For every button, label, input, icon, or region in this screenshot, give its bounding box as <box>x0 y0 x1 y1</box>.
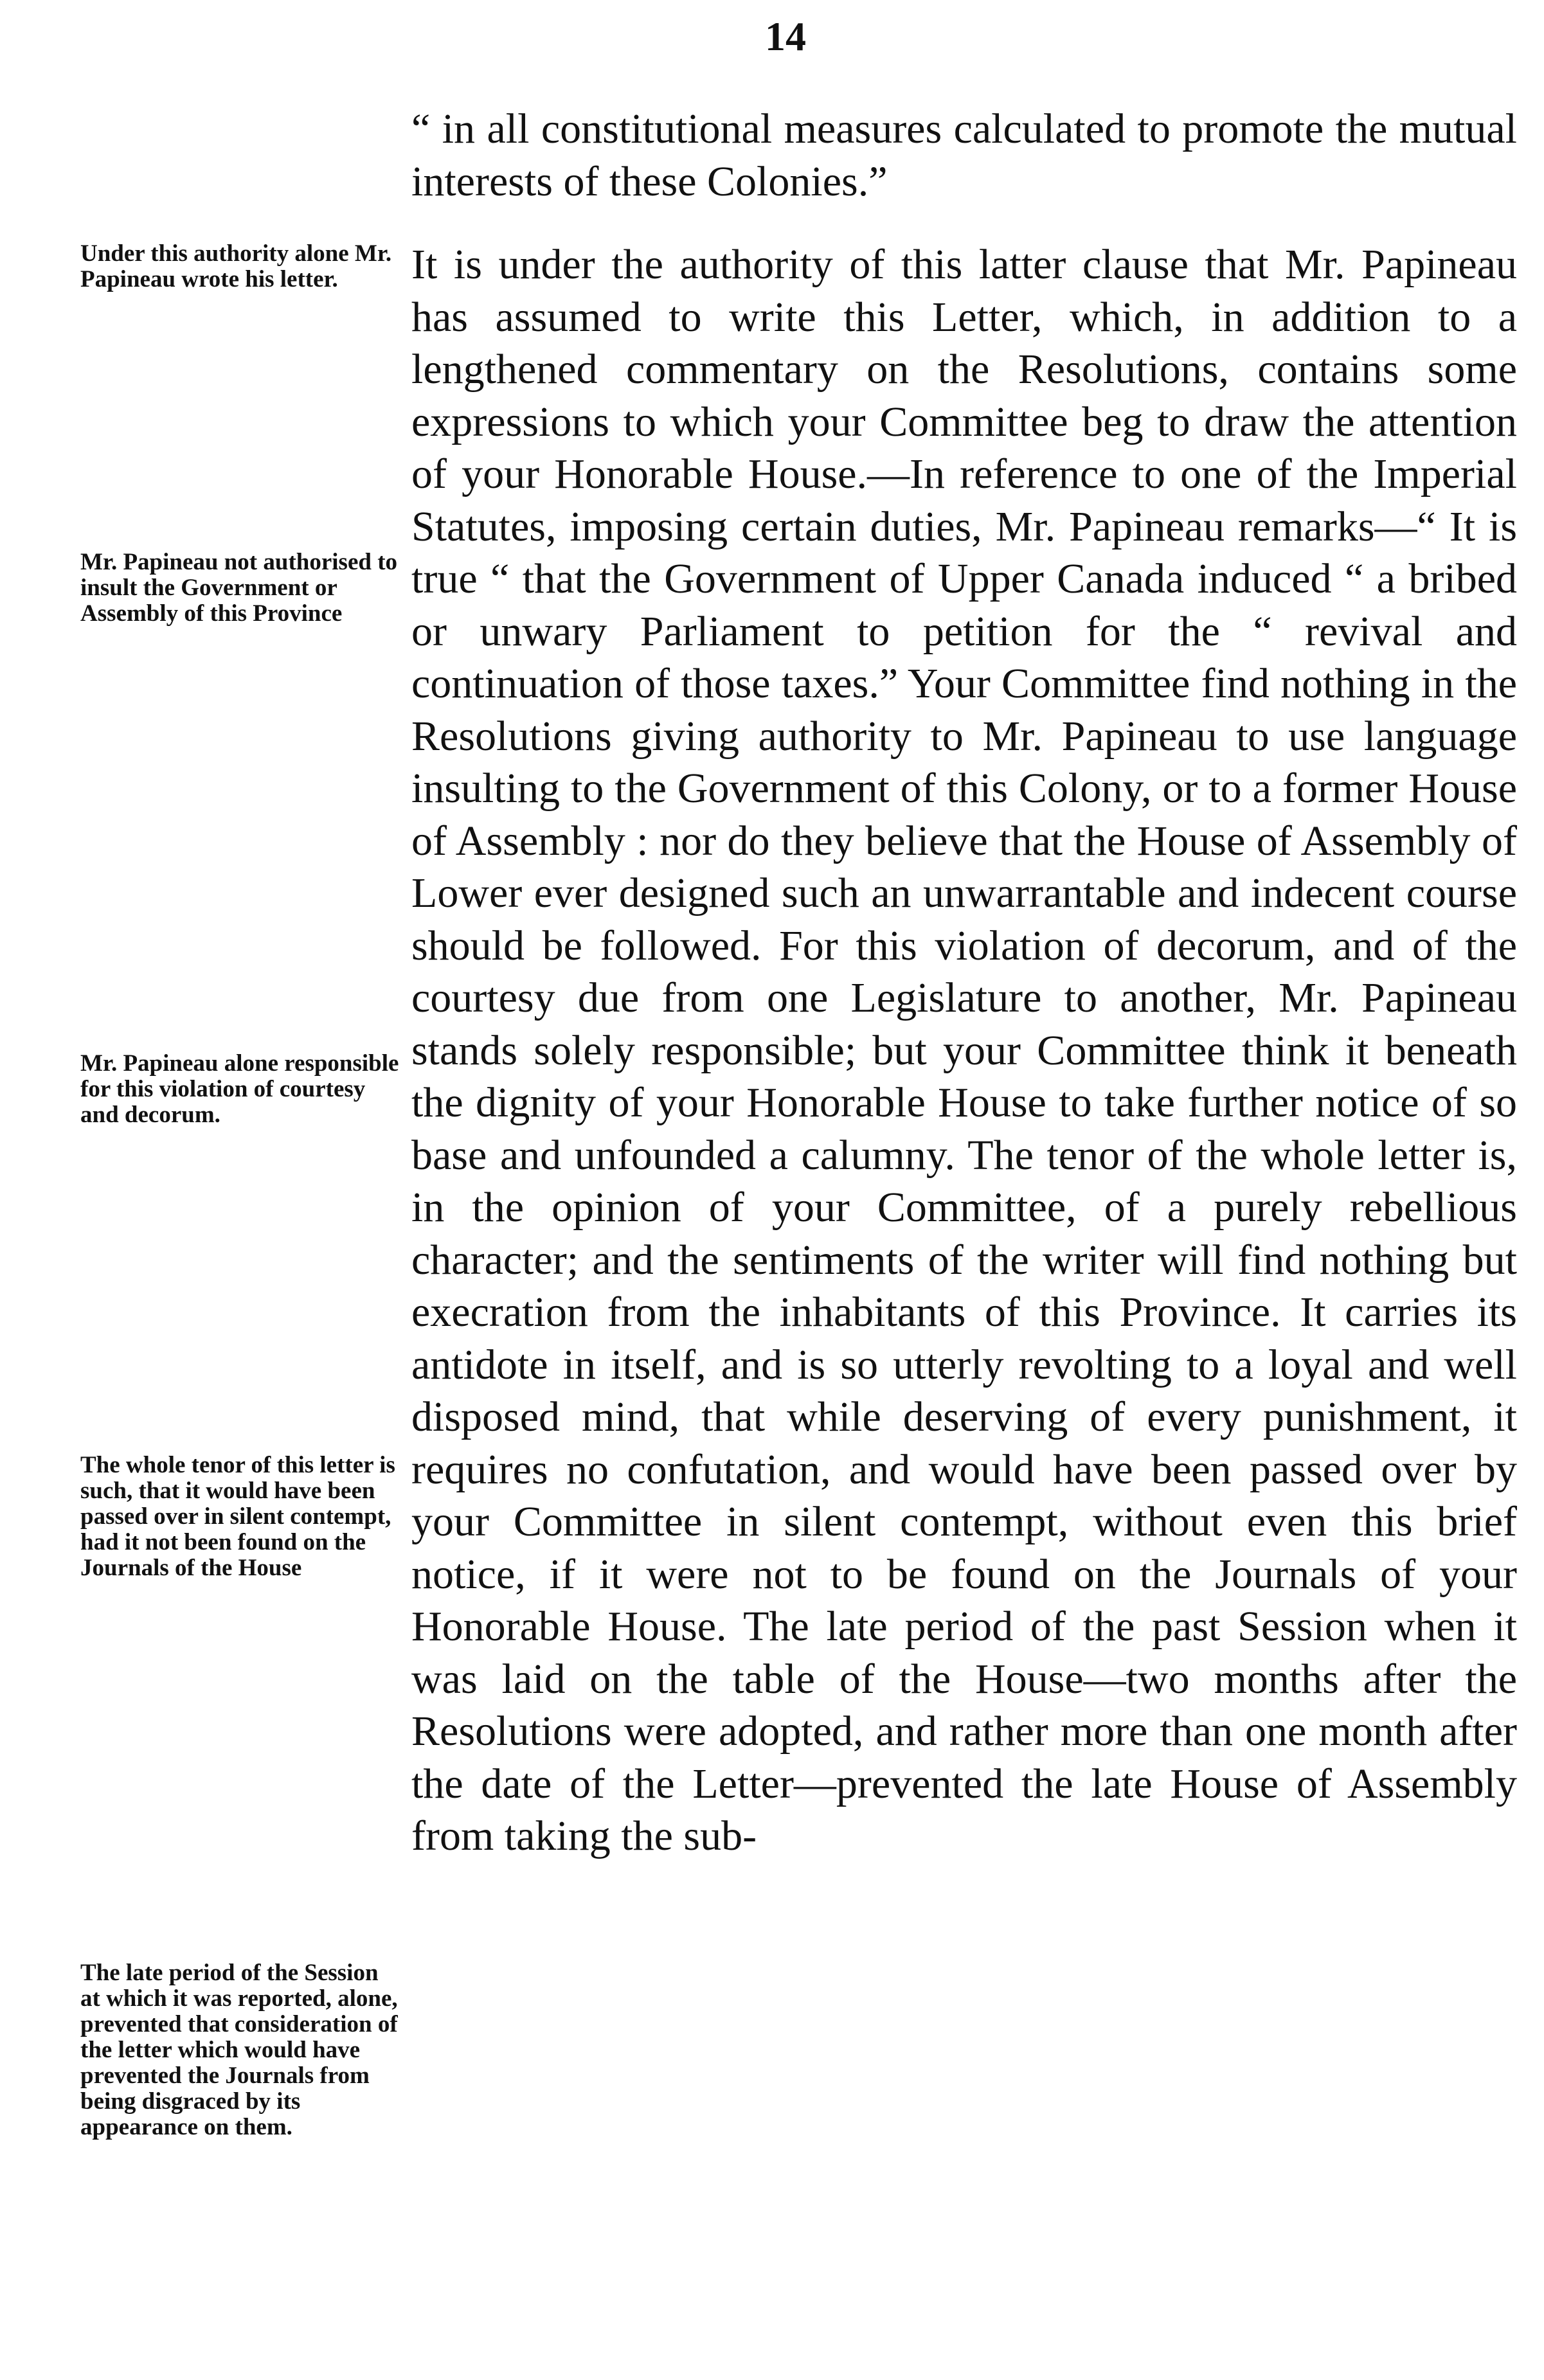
main-text-column <box>411 103 1517 1863</box>
margin-note-not-authorised: Mr. Papineau not authorised to insult the Government or Assembly of this Province <box>80 549 398 627</box>
margin-note-authority: Under this authority alone Mr. Papineau wrote his letter. <box>80 240 392 292</box>
margin-note-whole-tenor: The whole tenor of this letter is such, that it would have been passed over in silent contempt, had it not been found on the Journals of the House <box>80 1452 395 1581</box>
page-number: 14 <box>765 13 806 59</box>
opening-quote: “ in all constitutional measures calculated to promote the mutual interests of these Colonies.” <box>411 105 1517 205</box>
margin-notes <box>0 0 399 2380</box>
margin-note-late-period: The late period of the Session at which it was reported, alone, prevented that consideration of the letter which would have prevented the Journals from being disgraced by its appearance on them. <box>80 1960 398 2140</box>
body-paragraph: It is under the authority of this latter clause that Mr. Papineau has assumed to write this Letter, which, in addition to a lengthened commentary on the Resolutions, contains some expressions to which your Committee beg to draw the attention of your Honorable House.—In reference to one of the Imperial Statutes, imposing certain duties, Mr. Papineau remarks—“ It is true “ that the Government of Upper Canada induced “ a bribed or unwary Parliament to petition for the “ revival and continuation of those taxes.” Your Committee find nothing in the Resolutions giving authority to Mr. Papineau to use language insulting to the Government of this Colony, or to a former House of Assembly : nor do they believe that the House of Assembly of Lower ever designed such an unwarrantable and indecent course should be followed. For this violation of decorum, and of the courtesy due from one Legislature to another, Mr. Papineau stands solely responsible; but your Committee think it beneath the dignity of your Honorable House to take further notice of so base and unfounded a calumny. The tenor of the whole letter is, in the opinion of your Committee, of a purely rebellious character; and the sentiments of the writer will find nothing but execration from the inhabitants of this Province. It carries its antidote in itself, and is so utterly revolting to a loyal and well disposed mind, that while deserving of every punishment, it requires no confutation, and would have been passed over by your Committee in silent contempt, without even this brief notice, if it were not to be found on the Journals of your Honorable House. The late period of the past Session when it was laid on the table of the House—two months after the Resolutions were adopted, and rather more than one month after the date of the Letter—prevented the late House of Assembly from taking the sub- <box>411 241 1517 1859</box>
margin-note-responsibility: Mr. Papineau alone responsible for this violation of courtesy and decorum. <box>80 1050 399 1128</box>
